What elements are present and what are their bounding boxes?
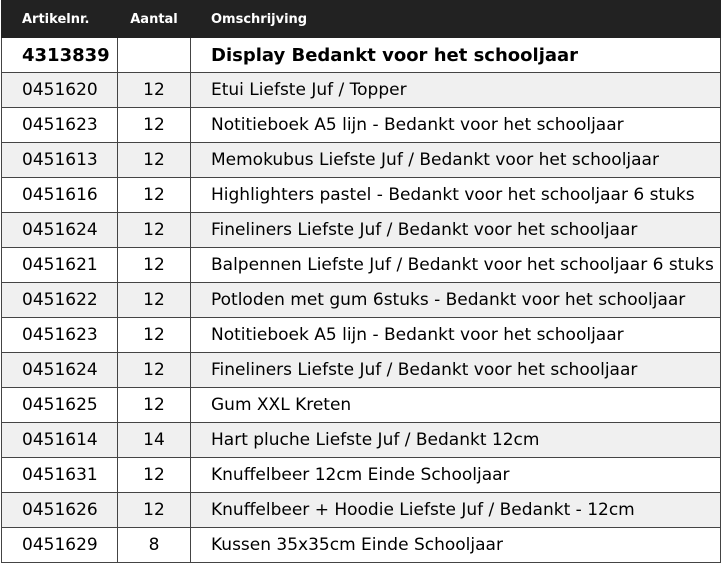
table-row <box>2 248 721 283</box>
table-row <box>2 388 721 423</box>
cell-aantal <box>118 38 191 73</box>
cell-artikelnr: 0451631 <box>2 458 118 493</box>
product-table <box>1 0 721 563</box>
cell-omschrijving: Notitieboek A5 lijn - Bedankt voor het schooljaar <box>191 318 721 353</box>
table-row <box>2 73 721 108</box>
cell-omschrijving: Display Bedankt voor het schooljaar <box>191 38 721 73</box>
cell-aantal: 12 <box>118 248 191 283</box>
cell-artikelnr: 0451623 <box>2 318 118 353</box>
table-row <box>2 353 721 388</box>
table-row <box>2 528 721 563</box>
cell-aantal: 12 <box>118 73 191 108</box>
cell-omschrijving: Balpennen Liefste Juf / Bedankt voor het schooljaar 6 stuks <box>191 248 721 283</box>
table-row <box>2 493 721 528</box>
cell-aantal: 12 <box>118 493 191 528</box>
cell-omschrijving: Fineliners Liefste Juf / Bedankt voor het schooljaar <box>191 353 721 388</box>
column-header-aantal: Aantal <box>118 1 191 38</box>
table-row <box>2 458 721 493</box>
cell-omschrijving: Kussen 35x35cm Einde Schooljaar <box>191 528 721 563</box>
table-header-row <box>2 1 721 38</box>
cell-omschrijving: Potloden met gum 6stuks - Bedankt voor het schooljaar <box>191 283 721 318</box>
cell-omschrijving: Notitieboek A5 lijn - Bedankt voor het schooljaar <box>191 108 721 143</box>
cell-omschrijving: Gum XXL Kreten <box>191 388 721 423</box>
cell-omschrijving: Hart pluche Liefste Juf / Bedankt 12cm <box>191 423 721 458</box>
cell-artikelnr: 0451620 <box>2 73 118 108</box>
table-row <box>2 283 721 318</box>
cell-artikelnr: 0451629 <box>2 528 118 563</box>
column-header-artikelnr: Artikelnr. <box>2 1 118 38</box>
cell-aantal: 8 <box>118 528 191 563</box>
table-row <box>2 423 721 458</box>
cell-aantal: 12 <box>118 213 191 248</box>
cell-aantal: 12 <box>118 108 191 143</box>
table-row <box>2 178 721 213</box>
cell-artikelnr: 0451616 <box>2 178 118 213</box>
column-header-omschrijving: Omschrijving <box>191 1 721 38</box>
cell-artikelnr: 0451623 <box>2 108 118 143</box>
cell-omschrijving: Knuffelbeer 12cm Einde Schooljaar <box>191 458 721 493</box>
cell-aantal: 12 <box>118 458 191 493</box>
cell-omschrijving: Memokubus Liefste Juf / Bedankt voor het schooljaar <box>191 143 721 178</box>
cell-artikelnr: 0451613 <box>2 143 118 178</box>
cell-artikelnr: 0451621 <box>2 248 118 283</box>
cell-artikelnr: 0451624 <box>2 213 118 248</box>
cell-aantal: 12 <box>118 388 191 423</box>
cell-artikelnr: 0451614 <box>2 423 118 458</box>
cell-omschrijving: Knuffelbeer + Hoodie Liefste Juf / Bedankt - 12cm <box>191 493 721 528</box>
cell-omschrijving: Highlighters pastel - Bedankt voor het schooljaar 6 stuks <box>191 178 721 213</box>
table-row <box>2 143 721 178</box>
cell-aantal: 14 <box>118 423 191 458</box>
cell-artikelnr: 4313839 <box>2 38 118 73</box>
cell-aantal: 12 <box>118 353 191 388</box>
table-body <box>2 38 721 563</box>
cell-aantal: 12 <box>118 178 191 213</box>
cell-aantal: 12 <box>118 283 191 318</box>
cell-artikelnr: 0451626 <box>2 493 118 528</box>
cell-aantal: 12 <box>118 143 191 178</box>
cell-omschrijving: Fineliners Liefste Juf / Bedankt voor het schooljaar <box>191 213 721 248</box>
table-row <box>2 108 721 143</box>
table-row <box>2 318 721 353</box>
cell-artikelnr: 0451622 <box>2 283 118 318</box>
table-row <box>2 213 721 248</box>
cell-artikelnr: 0451624 <box>2 353 118 388</box>
cell-artikelnr: 0451625 <box>2 388 118 423</box>
table-row-display <box>2 38 721 73</box>
cell-aantal: 12 <box>118 318 191 353</box>
cell-omschrijving: Etui Liefste Juf / Topper <box>191 73 721 108</box>
